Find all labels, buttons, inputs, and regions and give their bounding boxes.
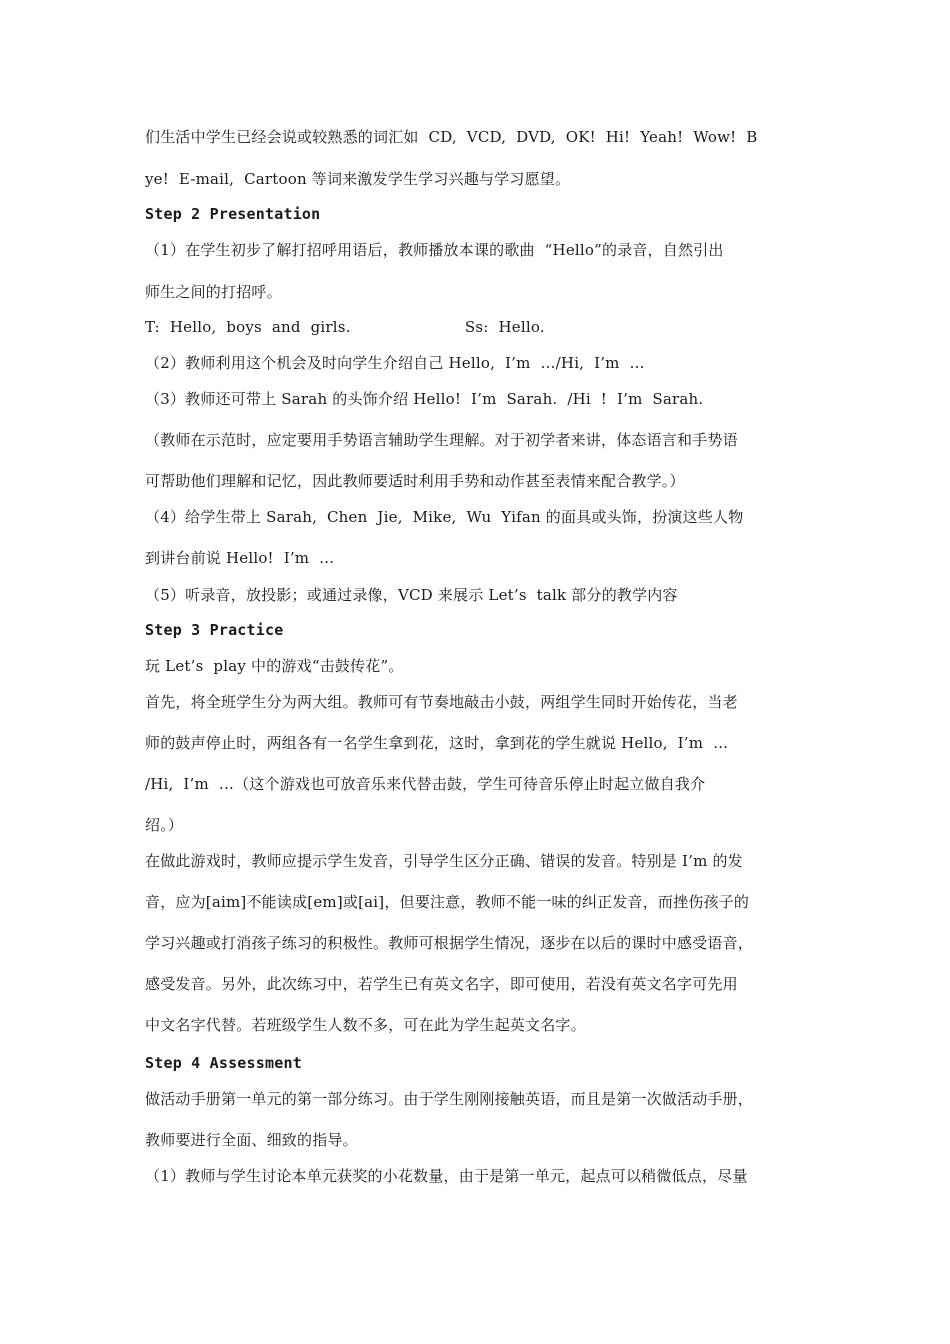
body-line: （1）教师与学生讨论本单元获奖的小花数量，由于是第一单元，起点可以稍微低点，尽量 — [145, 1167, 748, 1185]
body-line: 绍。） — [145, 816, 184, 834]
body-line: 们生活中学生已经会说或较熟悉的词汇如 CD, VCD, DVD, OK! Hi! Yeah! Wow! B — [145, 128, 758, 146]
body-line: 教师要进行全面、细致的指导。 — [145, 1131, 358, 1149]
body-line: 在做此游戏时，教师应提示学生发音，引导学生区分正确、错误的发音。特别是 I’m 的发 — [145, 852, 743, 870]
body-line: （3）教师还可带上 Sarah 的头饰介绍 Hello! I’m Sarah. /Hi ! I’m Sarah. — [145, 390, 704, 408]
body-line: （教师在示范时，应定要用手势语言辅助学生理解。对于初学者来讲，体态语言和手势语 — [145, 431, 738, 449]
section-heading: Step 4 Assessment — [145, 1054, 302, 1072]
body-line: （1）在学生初步了解打招呼用语后，教师播放本课的歌曲 “Hello”的录音，自然引出 — [145, 241, 724, 259]
body-line: （4）给学生带上 Sarah, Chen Jie, Mike, Wu Yifan 的面具或头饰，扮演这些人物 — [145, 508, 744, 526]
body-line: 中文名字代替。若班级学生人数不多，可在此为学生起英文名字。 — [145, 1016, 586, 1034]
body-line: 音，应为[aim]不能读成[em]或[ai]，但要注意，教师不能一味的纠正发音，而挫伤孩子的 — [145, 893, 750, 911]
section-heading: Step 2 Presentation — [145, 205, 321, 223]
body-line: 学习兴趣或打消孩子练习的积极性。教师可根据学生情况，逐步在以后的课时中感受语音， — [145, 934, 754, 952]
body-line: /Hi, I’m …（这个游戏也可放音乐来代替击鼓，学生可待音乐停止时起立做自我介 — [145, 775, 706, 793]
body-line: 感受发音。另外，此次练习中，若学生已有英文名字，即可使用，若没有英文名字可先用 — [145, 975, 738, 993]
body-line: 到讲台前说 Hello! I’m … — [145, 549, 335, 567]
body-line: 师的鼓声停止时，两组各有一名学生拿到花，这时，拿到花的学生就说 Hello, I’m … — [145, 734, 729, 752]
body-line: 师生之间的打招呼。 — [145, 283, 282, 301]
body-line: （5）听录音，放投影；或通过录像，VCD 来展示 Let’s talk 部分的教学内容 — [145, 586, 678, 604]
body-line: （2）教师利用这个机会及时向学生介绍自己 Hello, I’m …/Hi, I’m … — [145, 354, 645, 372]
body-line: ye! E-mail, Cartoon 等词来激发学生学习兴趣与学习愿望。 — [145, 170, 571, 188]
dialogue-line: T: Hello, boys and girls. Ss: Hello. — [145, 318, 545, 336]
section-heading: Step 3 Practice — [145, 621, 284, 639]
body-line: 玩 Let’s play 中的游戏“击鼓传花”。 — [145, 657, 404, 675]
body-line: 做活动手册第一单元的第一部分练习。由于学生刚刚接触英语，而且是第一次做活动手册， — [145, 1090, 754, 1108]
body-line: 首先，将全班学生分为两大组。教师可有节奏地敲击小鼓，两组学生同时开始传花，当老 — [145, 693, 738, 711]
body-line: 可帮助他们理解和记忆，因此教师要适时利用手势和动作甚至表情来配合教学。） — [145, 472, 685, 490]
